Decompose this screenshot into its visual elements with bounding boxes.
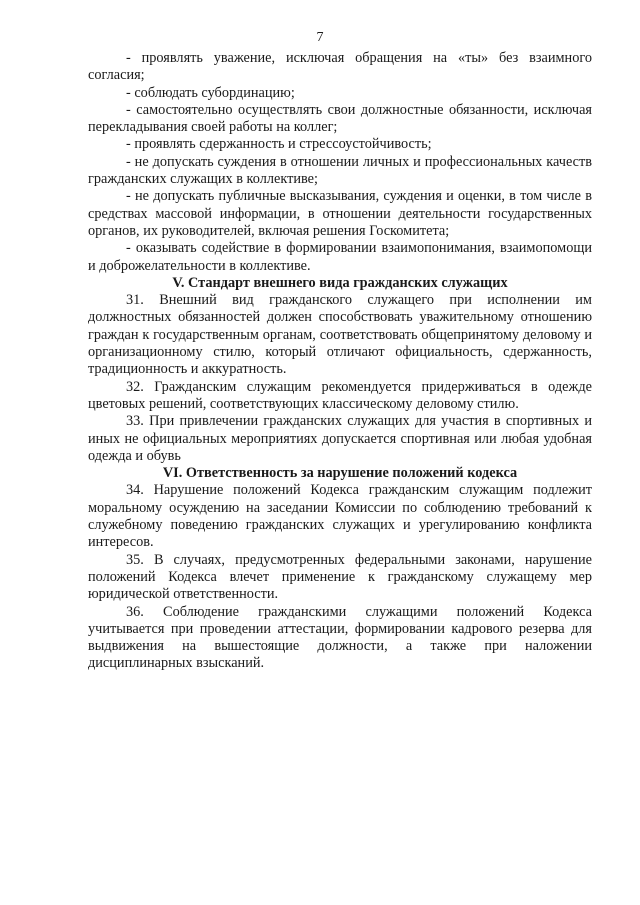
section-heading-responsibility: VI. Ответственность за нарушение положений кодекса <box>162 465 518 482</box>
list-item-subordination: - соблюдать субординацию; <box>126 84 295 101</box>
clause-34: 34. Нарушение положений Кодекса гражданским служащим подлежит моральному осуждению на заседании Комиссии по соблюдению требований к служебному поведению гражданских служащих и урегулированию конфликта интересов. <box>88 482 592 551</box>
clause-33: 33. При привлечении гражданских служащих для участия в спортивных и иных не официальных мероприятиях допускается спортивная или любая удобная одежда и обувь <box>88 413 592 464</box>
page-number: 7 <box>316 30 324 45</box>
clause-31: 31. Внешний вид гражданского служащего при исполнении им должностных обязанностей должен способствовать уважительному отношению граждан к государственным органам, соответствовать общепринятому деловому и организационному стилю, который отличают официальность, сдержанность, традиционность и аккуратность. <box>88 292 592 378</box>
clause-32: 32. Гражданским служащим рекомендуется придерживаться в одежде цветовых решений, соответствующих классическому деловому стилю. <box>88 378 592 412</box>
document-body <box>88 50 592 673</box>
clause-35: 35. В случаях, предусмотренных федеральными законами, нарушение положений Кодекса влечет применение к гражданскому служащему мер юридической ответственности. <box>88 551 592 603</box>
list-item-no-judgement: - не допускать суждения в отношении личных и профессиональных качеств гражданских служащих в коллективе; <box>88 153 592 188</box>
clause-36: 36. Соблюдение гражданскими служащими положений Кодекса учитывается при проведении аттестации, формировании кадрового резерва для выдвижения на вышестоящие должности, а также при наложении дисциплинарных взысканий. <box>88 603 592 672</box>
list-item-restraint: - проявлять сдержанность и стрессоустойчивость; <box>126 136 432 153</box>
list-item-duties: - самостоятельно осуществлять свои должностные обязанности, исключая перекладывания своей работы на коллег; <box>88 101 592 136</box>
list-item-respect: - проявлять уважение, исключая обращения на «ты» без взаимного согласия; <box>88 50 592 84</box>
list-item-mutual-assistance: - оказывать содействие в формировании взаимопонимания, взаимопомощи и доброжелательности в коллективе. <box>88 240 592 274</box>
section-heading-appearance: V. Стандарт внешнего вида гражданских служащих <box>172 274 508 291</box>
list-item-no-public-statements: - не допускать публичные высказывания, суждения и оценки, в том числе в средствах массовой информации, в отношении деятельности государственных органов, их руководителей, включая решения Госкомитета; <box>88 188 592 239</box>
